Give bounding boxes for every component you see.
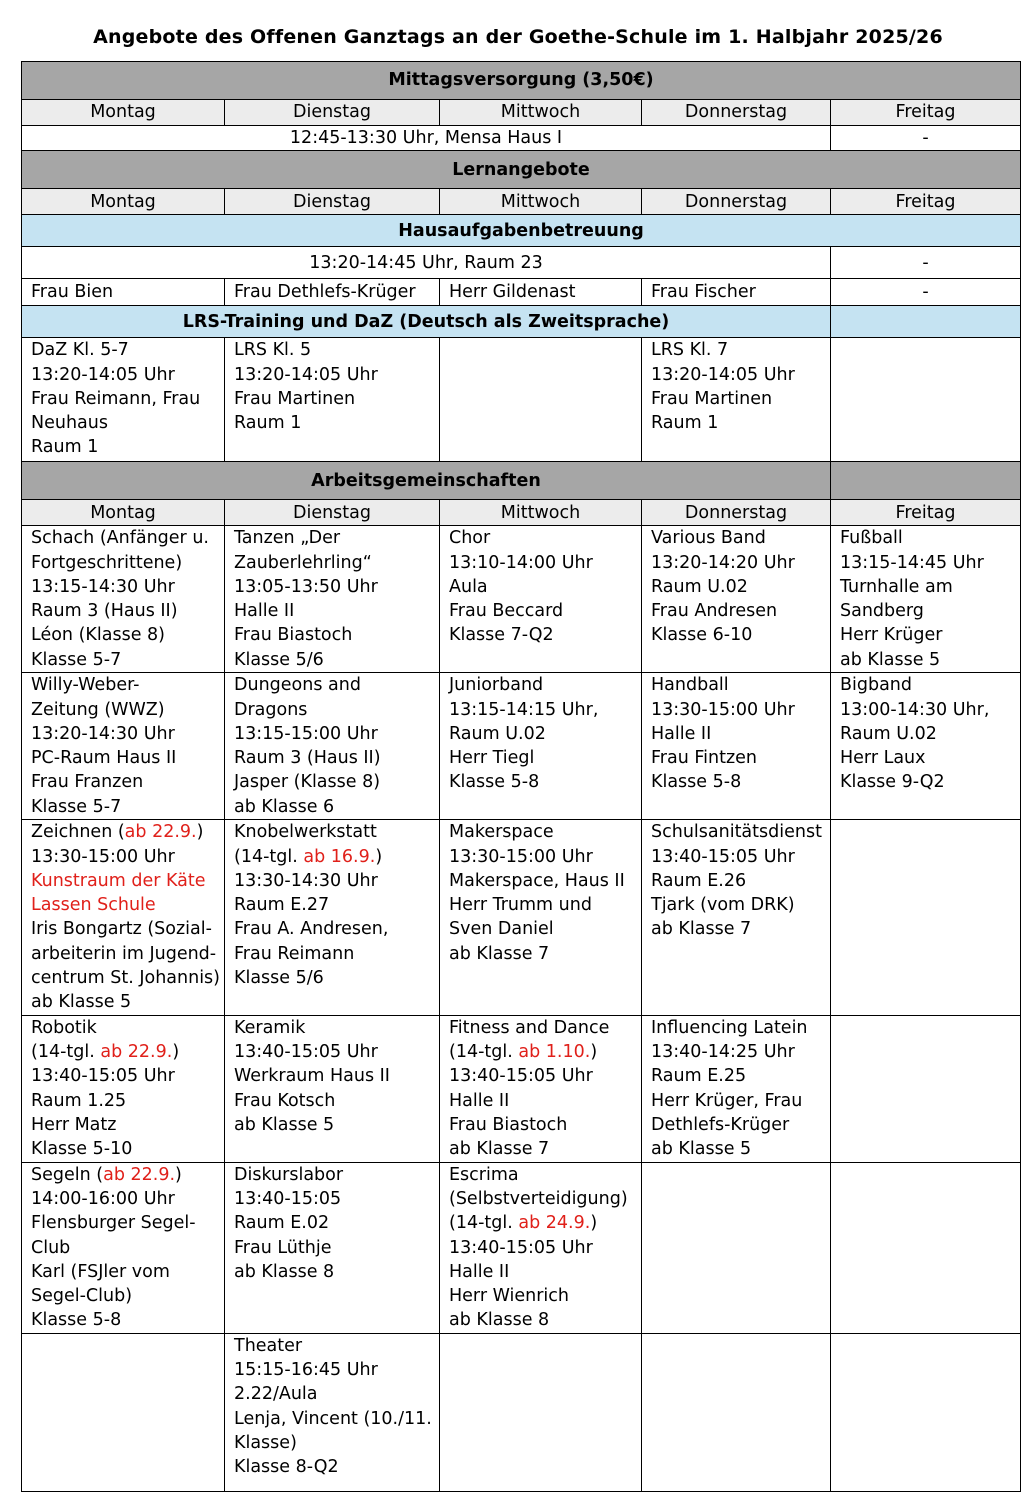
- cell-line: 13:15-14:15 Uhr,: [449, 699, 599, 720]
- section-mittag: Mittagsversorgung (3,50€): [22, 62, 1021, 100]
- cell-line: Klasse 5-8: [449, 772, 540, 793]
- ag-schach: [22, 526, 225, 673]
- cell-line: Sven Daniel: [449, 919, 554, 940]
- cell-line: Segel-Club): [31, 1286, 133, 1307]
- cell-line: Fortgeschrittene): [31, 552, 183, 573]
- cell-line: ab Klasse 8: [449, 1310, 550, 1331]
- cell-line: Frau A. Andresen,: [234, 919, 389, 940]
- day-montag: Montag: [22, 100, 225, 126]
- day-freitag: Freitag: [831, 500, 1021, 526]
- cell-line: Raum U.02: [840, 723, 937, 744]
- cell-line: Frau Reimann, Frau: [31, 388, 201, 409]
- cell-line: Raum E.26: [651, 870, 747, 891]
- cell-line: 13:20-14:05 Uhr: [651, 364, 795, 385]
- cell-line: ab Klasse 5: [234, 1114, 335, 1135]
- cell-line: 13:20-14:20 Uhr: [651, 552, 795, 573]
- ag-empty-r3-fr: [831, 820, 1021, 1015]
- ag-empty-r6-fr: [831, 1333, 1021, 1491]
- cell-line: 14:00-16:00 Uhr: [31, 1188, 175, 1209]
- day-dienstag: Dienstag: [225, 189, 440, 215]
- cell-line: Raum 3 (Haus II): [234, 748, 381, 769]
- cell-line: 13:40-15:05 Uhr: [234, 1041, 378, 1062]
- cell-line: Raum 1: [31, 437, 99, 458]
- cell-line: Herr Matz: [31, 1114, 117, 1135]
- section-ag-freitag: [831, 462, 1021, 500]
- cell-line: Zauberlehrling“: [234, 552, 372, 573]
- cell-line: Club: [31, 1237, 71, 1258]
- cell-line: Herr Krüger: [840, 625, 943, 646]
- ag-handball: [642, 673, 831, 820]
- cell-line: Makerspace: [449, 822, 554, 843]
- ag-bigband: [831, 673, 1021, 820]
- day-mittwoch: Mittwoch: [440, 100, 642, 126]
- cell-line: Klasse): [234, 1432, 297, 1453]
- lrs-montag: [22, 338, 225, 462]
- day-donnerstag: Donnerstag: [642, 189, 831, 215]
- cell-line: Herr Tiegl: [449, 748, 535, 769]
- cell-line: centrum St. Johannis): [31, 968, 221, 989]
- cell-line: 13:15-15:00 Uhr: [234, 723, 378, 744]
- cell-line: Raum E.25: [651, 1066, 747, 1087]
- cell-line: 13:40-15:05 Uhr: [449, 1066, 593, 1087]
- cell-line: Frau Beccard: [449, 601, 564, 622]
- cell-line: 13:30-14:30 Uhr: [234, 870, 378, 891]
- cell-line: Dragons: [234, 699, 308, 720]
- cell-line: LRS Kl. 7: [651, 340, 729, 361]
- cell-line: 13:40-15:05: [234, 1188, 342, 1209]
- ag-knobelwerkstatt: Knobelwerkstatt (14-tgl. ab 16.9.) 13:30-14:30 Uhr Raum E.27 Frau A. Andresen, Frau Reimann Klasse 5/6: [225, 820, 440, 1015]
- ag-empty-r6-do: [642, 1333, 831, 1491]
- cell-line: LRS Kl. 5: [234, 340, 312, 361]
- cell-line: Neuhaus: [31, 413, 108, 434]
- cell-line: Aula: [449, 576, 488, 597]
- cell-line: ab Klasse 5: [840, 649, 941, 670]
- cell-line: Herr Laux: [840, 748, 926, 769]
- teacher-mittwoch: Herr Gildenast: [440, 279, 642, 306]
- cell-line: Klasse 5-10: [31, 1139, 133, 1160]
- cell-line: 13:10-14:00 Uhr: [449, 552, 593, 573]
- cell-line: Diskurslabor: [234, 1164, 344, 1185]
- cell-line: Herr Trumm und: [449, 895, 592, 916]
- section-lern: Lernangebote: [22, 151, 1021, 189]
- ag-theater: [225, 1333, 440, 1491]
- cell-line: Dungeons and: [234, 675, 361, 696]
- cell-line: ab Klasse 7: [651, 919, 752, 940]
- cell-line: 13:00-14:30 Uhr,: [840, 699, 990, 720]
- cell-line: ab Klasse 7: [449, 943, 550, 964]
- cell-line: Klasse 5/6: [234, 649, 324, 670]
- day-header-row: [22, 189, 1021, 215]
- cell-line: Klasse 5-7: [31, 796, 122, 817]
- subsection-hausaufgaben: Hausaufgabenbetreuung: [22, 215, 1021, 247]
- cell-line: 13:40-15:05 Uhr: [449, 1237, 593, 1258]
- cell-line: Halle II: [651, 723, 712, 744]
- ag-segeln: Segeln (ab 22.9.) 14:00-16:00 Uhr Flensburger Segel- Club Karl (FSJler vom Segel-Club) Klasse 5-8: [22, 1162, 225, 1333]
- cell-line: 13:40-15:05 Uhr: [651, 846, 795, 867]
- cell-line: Zeitung (WWZ): [31, 699, 165, 720]
- section-ag: Arbeitsgemeinschaften: [22, 462, 831, 500]
- day-freitag: Freitag: [831, 189, 1021, 215]
- teacher-freitag: -: [831, 279, 1021, 306]
- teacher-donnerstag: Frau Fischer: [642, 279, 831, 306]
- teacher-montag: Frau Bien: [22, 279, 225, 306]
- cell-line: Influencing Latein: [651, 1017, 808, 1038]
- teacher-dienstag: Frau Dethlefs-Krüger: [225, 279, 440, 306]
- hausaufgaben-freitag: -: [831, 247, 1021, 279]
- ag-various-band: [642, 526, 831, 673]
- ag-makerspace: [440, 820, 642, 1015]
- day-header-row: [22, 500, 1021, 526]
- cell-line: Schach (Anfänger u.: [31, 528, 209, 549]
- cell-line: ab Klasse 8: [234, 1261, 335, 1282]
- cell-line: 13:40-15:05 Uhr: [31, 1066, 175, 1087]
- ag-influencing-latein: [642, 1015, 831, 1162]
- cell-line: 13:15-14:45 Uhr: [840, 552, 984, 573]
- cell-line: Raum 1.25: [31, 1090, 127, 1111]
- day-donnerstag: Donnerstag: [642, 500, 831, 526]
- ag-escrima: Escrima (Selbstverteidigung) (14-tgl. ab 24.9.) 13:40-15:05 Uhr Halle II Herr Wienrich ab Klasse 8: [440, 1162, 642, 1333]
- subsection-lrs: LRS-Training und DaZ (Deutsch als Zweitsprache): [22, 306, 831, 338]
- cell-line: Klasse 5-7: [31, 649, 122, 670]
- day-header-row: [22, 100, 1021, 126]
- cell-line: Raum 3 (Haus II): [31, 601, 178, 622]
- cell-line: Léon (Klasse 8): [31, 625, 165, 646]
- cell-line: ab Klasse 6: [234, 796, 335, 817]
- cell-line: Bigband: [840, 675, 913, 696]
- cell-line: Frau Andresen: [651, 601, 778, 622]
- day-dienstag: Dienstag: [225, 500, 440, 526]
- cell-line: ab Klasse 7: [449, 1139, 550, 1160]
- cell-line: Klasse 5-8: [31, 1310, 122, 1331]
- lrs-donnerstag: [642, 338, 831, 462]
- cell-line: Werkraum Haus II: [234, 1066, 390, 1087]
- lrs-mittwoch: [440, 338, 642, 462]
- mittag-freitag: -: [831, 126, 1021, 151]
- cell-line: Klasse 6-10: [651, 625, 753, 646]
- ag-chor: [440, 526, 642, 673]
- ag-robotik: Robotik (14-tgl. ab 22.9.) 13:40-15:05 Uhr Raum 1.25 Herr Matz Klasse 5-10: [22, 1015, 225, 1162]
- ag-empty-r5-do: [642, 1162, 831, 1333]
- mittag-time: 12:45-13:30 Uhr, Mensa Haus I: [22, 126, 831, 151]
- cell-line: Turnhalle am: [840, 576, 953, 597]
- cell-line: Klasse 7-Q2: [449, 625, 554, 646]
- cell-line: Frau Martinen: [234, 388, 356, 409]
- cell-line: Klasse 5-8: [651, 772, 742, 793]
- cell-line: Jasper (Klasse 8): [234, 772, 381, 793]
- cell-line: Various Band: [651, 528, 766, 549]
- cell-line: Theater: [234, 1335, 303, 1356]
- cell-line: Flensburger Segel-: [31, 1213, 196, 1234]
- day-montag: Montag: [22, 189, 225, 215]
- cell-line: 13:30-15:00 Uhr: [449, 846, 593, 867]
- cell-line: Makerspace, Haus II: [449, 870, 625, 891]
- day-mittwoch: Mittwoch: [440, 500, 642, 526]
- cell-line: Frau Biastoch: [234, 625, 353, 646]
- cell-line: Raum 1: [651, 413, 719, 434]
- cell-line: Raum U.02: [651, 576, 748, 597]
- ag-keramik: [225, 1015, 440, 1162]
- ag-empty-r4-fr: [831, 1015, 1021, 1162]
- cell-line: Frau Martinen: [651, 388, 773, 409]
- cell-line: DaZ Kl. 5-7: [31, 340, 129, 361]
- day-montag: Montag: [22, 500, 225, 526]
- cell-line: Herr Wienrich: [449, 1286, 569, 1307]
- day-donnerstag: Donnerstag: [642, 100, 831, 126]
- day-dienstag: Dienstag: [225, 100, 440, 126]
- cell-line: Lenja, Vincent (10./11.: [234, 1408, 432, 1429]
- cell-line: Halle II: [234, 601, 295, 622]
- hausaufgaben-time: 13:20-14:45 Uhr, Raum 23: [22, 247, 831, 279]
- cell-line: Willy-Weber-: [31, 675, 140, 696]
- page-title: Angebote des Offenen Ganztags an der Goethe-Schule im 1. Halbjahr 2025/26: [93, 26, 943, 48]
- cell-line: Frau Lüthje: [234, 1237, 332, 1258]
- cell-line: 13:20-14:05 Uhr: [234, 364, 378, 385]
- cell-line: 13:15-14:30 Uhr: [31, 576, 175, 597]
- cell-line: Klasse 9-Q2: [840, 772, 945, 793]
- subsection-lrs-freitag: [831, 306, 1021, 338]
- cell-line: Handball: [651, 675, 729, 696]
- cell-line: Keramik: [234, 1017, 306, 1038]
- cell-line: Frau Kotsch: [234, 1090, 336, 1111]
- cell-line: 13:30-15:00 Uhr: [651, 699, 795, 720]
- cell-line: Karl (FSJler vom: [31, 1261, 170, 1282]
- cell-line: Raum E.02: [234, 1213, 330, 1234]
- cell-line: Dethlefs-Krüger: [651, 1114, 790, 1135]
- cell-line: 13:40-14:25 Uhr: [651, 1041, 795, 1062]
- day-mittwoch: Mittwoch: [440, 189, 642, 215]
- schedule-table: [21, 61, 1021, 1492]
- ag-schulsanitaetsdienst: [642, 820, 831, 1015]
- ag-tanzen: [225, 526, 440, 673]
- cell-line: PC-Raum Haus II: [31, 748, 177, 769]
- ag-wwz: [22, 673, 225, 820]
- cell-line: Frau Fintzen: [651, 748, 758, 769]
- cell-line: ab Klasse 5: [31, 992, 132, 1013]
- ag-empty-r6-mi: [440, 1333, 642, 1491]
- cell-line: ab Klasse 5: [651, 1139, 752, 1160]
- day-freitag: Freitag: [831, 100, 1021, 126]
- cell-line: Frau Reimann: [234, 943, 355, 964]
- cell-line: 13:20-14:30 Uhr: [31, 723, 175, 744]
- cell-line: Tjark (vom DRK): [651, 895, 795, 916]
- cell-line: Chor: [449, 528, 491, 549]
- ag-juniorband: [440, 673, 642, 820]
- ag-empty-r5-fr: [831, 1162, 1021, 1333]
- ag-fussball: [831, 526, 1021, 673]
- cell-line: Raum U.02: [449, 723, 546, 744]
- lrs-dienstag: [225, 338, 440, 462]
- ag-fitness-dance: Fitness and Dance (14-tgl. ab 1.10.) 13:40-15:05 Uhr Halle II Frau Biastoch ab Klasse 7: [440, 1015, 642, 1162]
- cell-line: Frau Franzen: [31, 772, 144, 793]
- cell-line: Klasse 8-Q2: [234, 1457, 339, 1478]
- cell-line: arbeiterin im Jugend-: [31, 943, 217, 964]
- cell-line: Raum E.27: [234, 895, 330, 916]
- cell-line: 13:20-14:05 Uhr: [31, 364, 175, 385]
- ag-diskurslabor: [225, 1162, 440, 1333]
- cell-line: Herr Krüger, Frau: [651, 1090, 803, 1111]
- lrs-freitag: [831, 338, 1021, 462]
- cell-line: Tanzen „Der: [234, 528, 341, 549]
- ag-empty-r6-mo: [22, 1333, 225, 1491]
- cell-line: Klasse 5/6: [234, 968, 324, 989]
- cell-line: Halle II: [449, 1090, 510, 1111]
- cell-line: Fußball: [840, 528, 903, 549]
- ag-dungeons: [225, 673, 440, 820]
- cell-line: Sandberg: [840, 601, 924, 622]
- cell-line: 2.22/Aula: [234, 1384, 318, 1405]
- cell-line: Schulsanitätsdienst: [651, 822, 822, 843]
- cell-line: Raum 1: [234, 413, 302, 434]
- cell-line: 13:05-13:50 Uhr: [234, 576, 378, 597]
- cell-line: 15:15-16:45 Uhr: [234, 1360, 378, 1381]
- ag-zeichnen: Zeichnen (ab 22.9.) 13:30-15:00 Uhr Kunstraum der Käte Lassen Schule Iris Bongartz (Sozial- arbeiterin im Jugend- centrum St. Johannis) ab Klasse 5: [22, 820, 225, 1015]
- cell-line: Frau Biastoch: [449, 1114, 568, 1135]
- cell-line: Juniorband: [449, 675, 544, 696]
- cell-line: Halle II: [449, 1261, 510, 1282]
- cell-line: Iris Bongartz (Sozial-: [31, 919, 212, 940]
